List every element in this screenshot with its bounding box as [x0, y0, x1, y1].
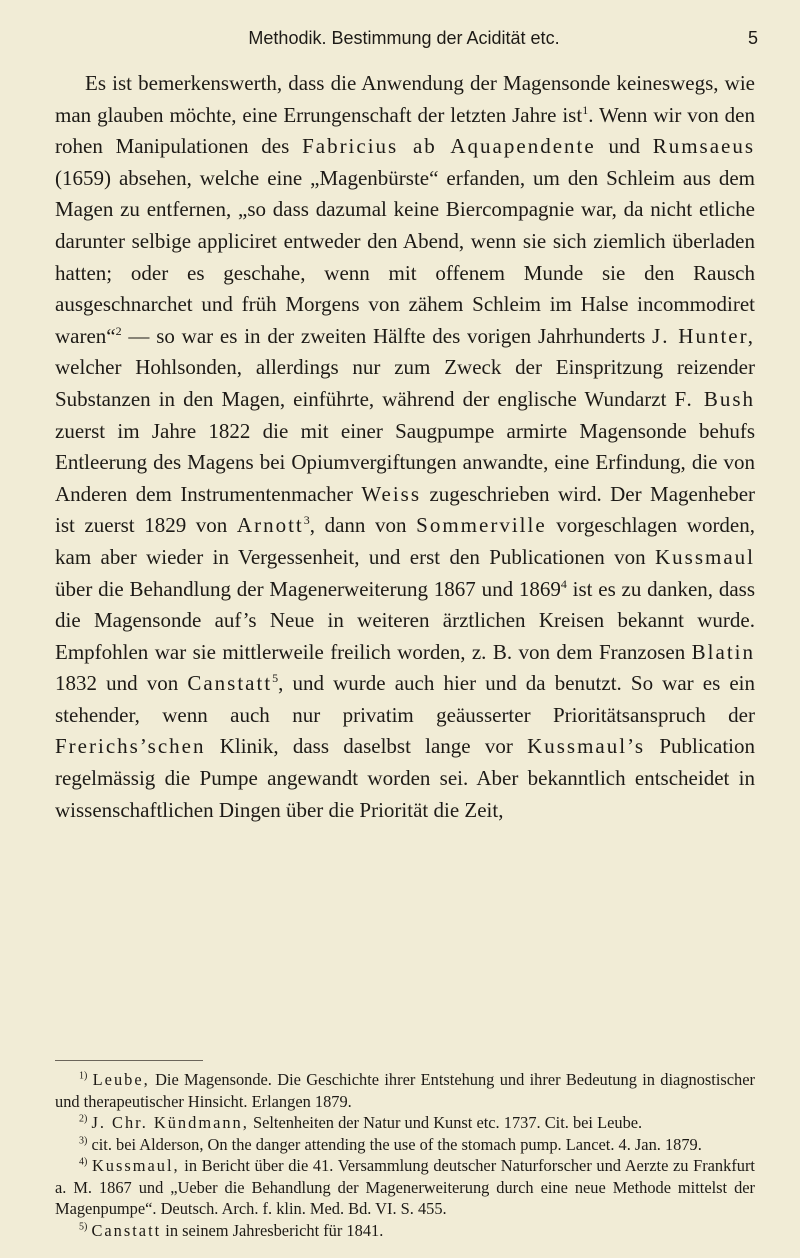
- footnote-number: 1): [79, 1070, 88, 1082]
- person-name: Canstatt: [187, 671, 273, 696]
- footnote-number: 5): [79, 1221, 88, 1233]
- footnote-text: cit. bei Alderson, On the danger attending the use of the stomach pump. Lancet. 4. Jan. 1879.: [91, 1134, 702, 1154]
- person-name: Arnott: [236, 513, 304, 538]
- footnote-ref: 3: [303, 513, 310, 528]
- running-title: Methodik. Bestimmung der Acidität etc.: [248, 28, 560, 48]
- footnote-author: J. Chr. Kündmann,: [91, 1113, 249, 1132]
- footnote: [55, 1220, 755, 1242]
- footnotes: [55, 1069, 755, 1241]
- footnote-divider: [55, 1060, 203, 1061]
- paragraph: Es ist bemerkenswerth, dass die Anwendung der Magensonde keineswegs, wie man glauben möchte, eine Errungenschaft der letzten Jahre ist$^1$. Wenn wir von den rohen Manipulationen des Fabricius ab Aquapendente und Rumsaeus (1659) absehen, welche eine „Magenbürste“ erfanden, um den Schleim aus dem Magen zu entfernen, „so dass dazumal keine Biercompagnie war, da nicht etliche darunter selbige appliciret entweder den Abend, wenn sie sich ziemlich überladen hatten; oder es geschahe, wenn mit offenem Munde sie den Rausch ausgeschnarchet und früh Morgens von zähem Schleim im Halse incommodiret waren“$^2$ — so war es in der zweiten Hälfte des vorigen Jahrhunderts J. Hunter, welcher Hohlsonden, allerdings nur zum Zweck der Einspritzung reizender Substanzen in den Magen, einführte, während der englische Wundarzt F. Bush zuerst im Jahre 1822 die mit einer Saugpumpe armirte Magensonde behufs Entleerung des Magens bei Opiumvergiftungen anwandte, eine Erfindung, die von Anderen dem Instrumentenmacher Weiss zugeschrieben wird. Der Magenheber ist zuerst 1829 von Arnott$^3$, dann von Sommerville vorgeschlagen worden, kam aber wieder in Vergessenheit, und erst den Publicationen von Kussmaul über die Behandlung der Magenerweiterung 1867 und 1869$^4$ ist es zu danken, dass die Magensonde auf’s Neue in weiteren ärztlichen Kreisen bekannt wurde. Empfohlen war sie mittlerweile freilich worden, z. B. von dem Franzosen Blatin 1832 und von Canstatt$^5$, und wurde auch hier und da benutzt. So war es ein stehender, wenn auch nur privatim geäusserter Prioritätsanspruch der Frerichs’schen Klinik, dass daselbst lange vor Kussmaul’s Publication regelmässig die Pumpe angewandt worden sei. Aber bekanntlich entscheidet in wissenschaftlichen Dingen über die Priorität die Zeit,: [55, 71, 756, 822]
- footnote: [55, 1155, 755, 1220]
- footnote-number: 4): [79, 1156, 88, 1168]
- footnote-ref: 1: [582, 102, 589, 117]
- footnote-author: Canstatt: [91, 1220, 162, 1240]
- main-text: [55, 68, 755, 826]
- person-name: Kussmaul: [655, 544, 756, 569]
- footnote-number: 3): [79, 1135, 88, 1147]
- person-name: J. Hunter,: [652, 323, 756, 348]
- footnote-author: Leube,: [92, 1070, 150, 1089]
- footnote-text: Die Magensonde. Die Geschichte ihrer Entstehung und ihrer Bedeutung in diagnostischer und therapeutischer Hinsicht. Erlangen 1879.: [55, 1070, 755, 1111]
- running-header: [50, 28, 758, 58]
- person-name: Frerichs’schen: [55, 734, 206, 759]
- footnote-text: in seinem Jahresbericht für 1841.: [165, 1220, 384, 1240]
- person-name: Rumsaeus: [652, 134, 756, 159]
- person-name: Sommerville: [416, 513, 547, 538]
- page-number: 5: [747, 28, 758, 48]
- footnote-author: Kussmaul,: [91, 1156, 180, 1175]
- footnote-ref: 4: [560, 576, 567, 591]
- footnote-ref: 5: [272, 671, 279, 686]
- person-name: F. Bush: [674, 386, 756, 411]
- footnote: [55, 1112, 755, 1134]
- person-name: Weiss: [361, 481, 421, 506]
- footnote: [55, 1134, 755, 1156]
- person-name: Fabricius ab Aquapendente: [302, 134, 596, 159]
- footnote-number: 2): [79, 1113, 88, 1125]
- footnote-ref: 2: [115, 323, 122, 338]
- person-name: Kussmaul’s: [527, 734, 646, 759]
- footnote-text: in Bericht über die 41. Versammlung deutscher Naturforscher und Aerzte zu Frankfurt a. M. 1867 und „Ueber die Behandlung der Magenerweiterung durch eine neue Methode mittelst der Magenpumpe“. Deutsch. Arch. f. klin. Med. Bd. VI. S. 455.: [55, 1156, 755, 1218]
- footnote-text: Seltenheiten der Natur und Kunst etc. 1737. Cit. bei Leube.: [252, 1113, 643, 1132]
- person-name: Blatin: [691, 639, 756, 664]
- footnote: [55, 1069, 755, 1112]
